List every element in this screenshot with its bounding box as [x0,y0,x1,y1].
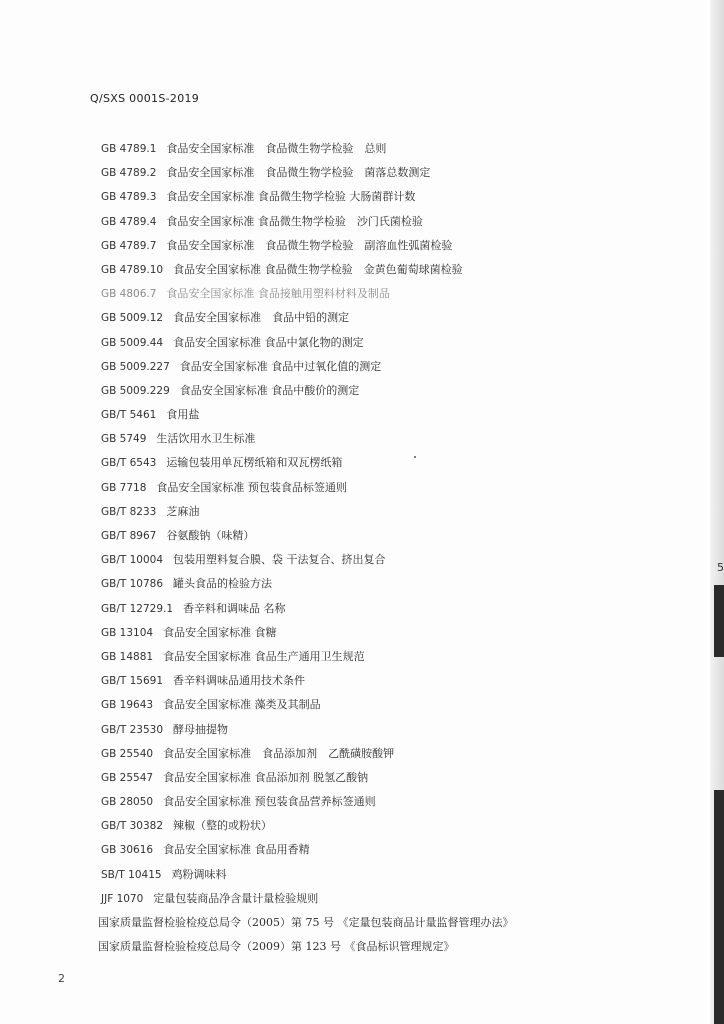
reference-code: GB 5009.229 [101,384,170,397]
reference-code: GB 4789.7 [101,239,157,252]
reference-item [101,185,621,209]
reference-title: 香辛料和调味品 名称 [183,601,286,615]
reference-title: 食品安全国家标准 食品微生物学检验 总则 [166,142,387,155]
reference-item [101,282,621,306]
reference-item [101,161,621,185]
reference-item [101,766,621,790]
reference-code: GB 25547 [101,771,154,784]
reference-code: GB/T 10786 [101,578,164,591]
reference-code: GB 4789.3 [101,191,157,204]
reference-title: 食品安全国家标准 食品微生物学检验 沙门氏菌检验 [166,214,423,228]
reference-title: 食品安全国家标准 食品用香精 [163,843,310,857]
reference-code: JJF 1070 [101,892,144,905]
reference-item [101,500,621,524]
reference-item [101,742,621,766]
reference-code: GB 14881 [101,650,154,663]
reference-code: GB/T 8233 [101,505,157,518]
reference-item [101,887,621,911]
reference-title: 罐头食品的检验方法 [173,577,273,591]
reference-title: 食品安全国家标准 预包装食品标签通则 [156,480,347,494]
reference-title: 食品安全国家标准 食品添加剂 脱氢乙酸钠 [163,770,369,784]
reference-title: 食品安全国家标准 预包装食品营养标签通则 [163,795,376,809]
reference-item [101,137,621,161]
reference-title: 食品安全国家标准 食品中过氧化值的测定 [179,359,382,373]
reference-title: 定量包装商品净含量计量检验规则 [153,891,319,905]
reference-code: GB 13104 [101,626,154,639]
reference-title: 食品安全国家标准 藻类及其制品 [163,698,321,712]
reference-code: GB/T 10004 [101,554,164,567]
reference-title: 食品安全国家标准 食品微生物学检验 大肠菌群计数 [166,190,416,204]
reference-item [101,210,621,234]
reference-item [101,863,621,887]
reference-title: 食品安全国家标准 食品生产通用卫生规范 [163,649,365,663]
reference-code: GB/T 8967 [101,530,157,542]
reference-item [101,331,621,355]
reference-title: 国家质量监督检验检疫总局令（2005）第 75 号 《定量包装商品计量监督管理办法》 [98,916,514,929]
reference-item [101,669,621,693]
reference-code: GB 30616 [101,844,154,857]
reference-title: 食品安全国家标准 食品接触用塑料材料及制品 [166,287,390,301]
reference-item [98,935,621,959]
reference-item [101,718,621,742]
reference-title: 运输包装用单瓦楞纸箱和双瓦楞纸箱 [166,456,343,470]
reference-code: GB 5009.227 [101,360,170,373]
reference-code: GB 4789.10 [101,263,164,276]
reference-item [101,379,621,403]
reference-item [101,814,621,838]
reference-item [101,355,621,379]
reference-title: 食品安全国家标准 食品微生物学检验 副溶血性弧菌检验 [166,238,453,252]
reference-item [101,427,621,451]
normative-reference-list [98,137,621,959]
reference-code: GB/T 12729.1 [101,602,174,615]
edge-cut-character: 5 [717,561,724,574]
reference-code: GB 28050 [101,796,154,809]
reference-title: 生活饮用水卫生标准 [156,432,256,446]
reference-item [101,476,621,500]
reference-code: GB 5009.44 [101,336,164,349]
reference-code: GB 5749 [101,433,147,446]
reference-item [98,911,621,935]
reference-title: 食品安全国家标准 食品微生物学检验 菌落总数测定 [166,166,431,180]
reference-title: 辣椒（整的或粉状） [173,819,273,833]
reference-item [101,597,621,621]
reference-code: GB 5009.12 [101,312,164,325]
reference-code: GB 19643 [101,699,154,712]
reference-title: 食品安全国家标准 食糖 [163,625,277,639]
reference-code: GB/T 30382 [101,820,164,833]
reference-title: 谷氨酸钠（味精） [166,529,255,542]
document-code-header: Q/SXS 0001S-2019 [90,92,200,105]
reference-item [101,645,621,669]
reference-title: 食用盐 [166,408,200,422]
reference-code: GB 25540 [101,747,154,760]
reference-item [101,306,621,330]
reference-item [101,234,621,258]
reference-title: 食品安全国家标准 食品中铅的测定 [173,311,350,325]
reference-title: 国家质量监督检验检疫总局令（2009）第 123 号 《食品标识管理规定》 [98,940,455,954]
reference-title: 鸡粉调味料 [171,867,227,881]
reference-title: 食品安全国家标准 食品添加剂 乙酰磺胺酸钾 [163,746,395,760]
reference-title: 食品安全国家标准 食品中氯化物的测定 [173,335,364,349]
reference-title: 香辛料调味品通用技术条件 [173,674,306,688]
reference-item [101,403,621,427]
reference-code: GB/T 23530 [101,723,164,736]
reference-title: 食品安全国家标准 食品微生物学检验 金黄色葡萄球菌检验 [173,262,463,276]
reference-code: GB 7718 [101,481,147,494]
reference-title: 包装用塑料复合膜、袋 干法复合、挤出复合 [173,553,386,567]
reference-item [101,838,621,862]
reference-item [101,451,621,475]
scan-edge-dark-strip [714,790,724,1024]
reference-item [101,790,621,814]
reference-title: 酵母抽提物 [173,722,229,736]
reference-item [101,258,621,282]
reference-item [101,572,621,596]
reference-title: 芝麻油 [166,504,200,518]
reference-code: SB/T 10415 [101,868,162,881]
reference-item [101,621,621,645]
scan-edge-dark-strip [714,585,724,657]
reference-item [101,524,621,548]
reference-code: GB/T 6543 [101,457,157,470]
reference-code: GB 4789.2 [101,167,157,180]
reference-code: GB 4789.1 [101,143,157,155]
page-number: 2 [58,972,65,985]
reference-code: GB 4806.7 [101,288,157,301]
scan-speck [414,456,416,458]
reference-code: GB/T 15691 [101,675,164,688]
reference-code: GB/T 5461 [101,409,157,422]
reference-item [101,548,621,572]
reference-code: GB 4789.4 [101,215,157,228]
reference-title: 食品安全国家标准 食品中酸价的测定 [179,383,360,397]
reference-item [101,693,621,717]
